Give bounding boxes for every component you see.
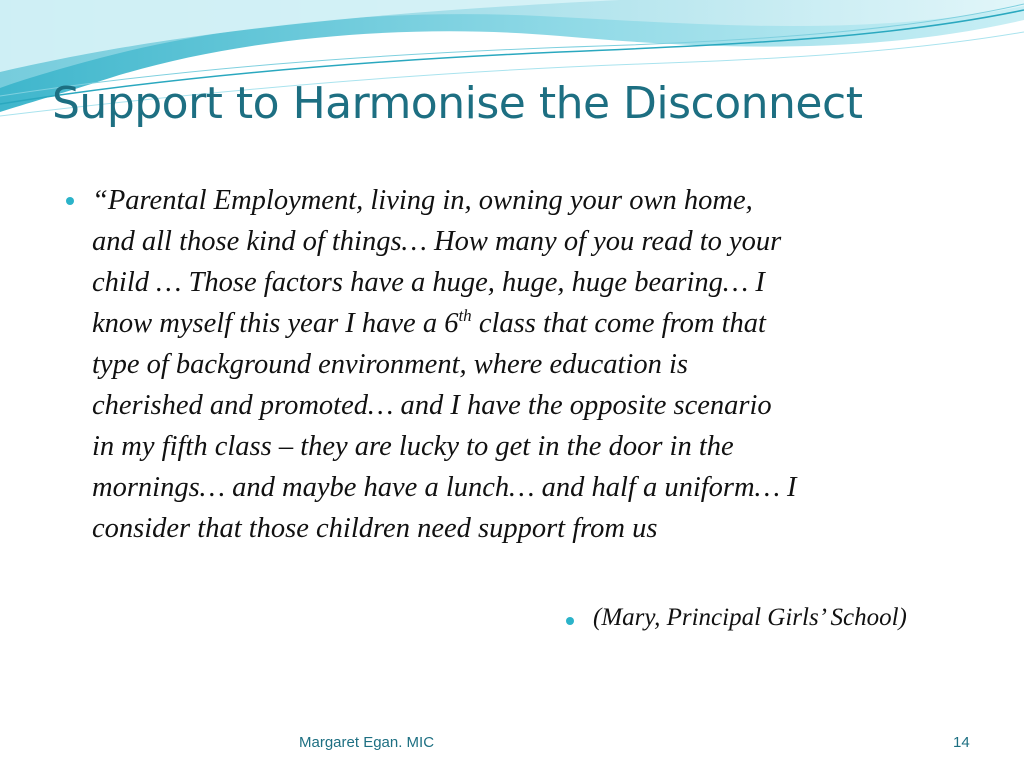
quote-line: cherished and promoted… and I have the opposite scenario [92,390,772,421]
quote-bullet-icon [66,197,74,205]
quote-line: child … Those factors have a huge, huge, huge bearing… I [92,267,765,298]
quote-line: in my fifth class – they are lucky to get in the door in the [92,431,734,462]
attribution-bullet-icon [566,617,574,625]
ordinal-superscript: th [458,306,472,325]
quote-line: type of background environment, where education is [92,349,688,380]
quote-text [92,180,972,549]
quote-line: and all those kind of things… How many of you read to your [92,226,782,257]
quote-line-segment: class that come from that [471,308,766,339]
quote-attribution: (Mary, Principal Girls’ School) [593,604,907,631]
quote-line: consider that those children need support from us [92,513,658,544]
slide-title: Support to Harmonise the Disconnect [52,78,863,129]
footer-author: Margaret Egan. MIC [299,734,435,751]
quote-line-segment: know myself this year I have a 6 [92,308,459,339]
page-number: 14 [953,734,970,751]
quote-line: mornings… and maybe have a lunch… and half a uniform… I [92,472,797,503]
quote-line [92,303,972,344]
quote-line: “Parental Employment, living in, owning your own home, [92,185,753,216]
